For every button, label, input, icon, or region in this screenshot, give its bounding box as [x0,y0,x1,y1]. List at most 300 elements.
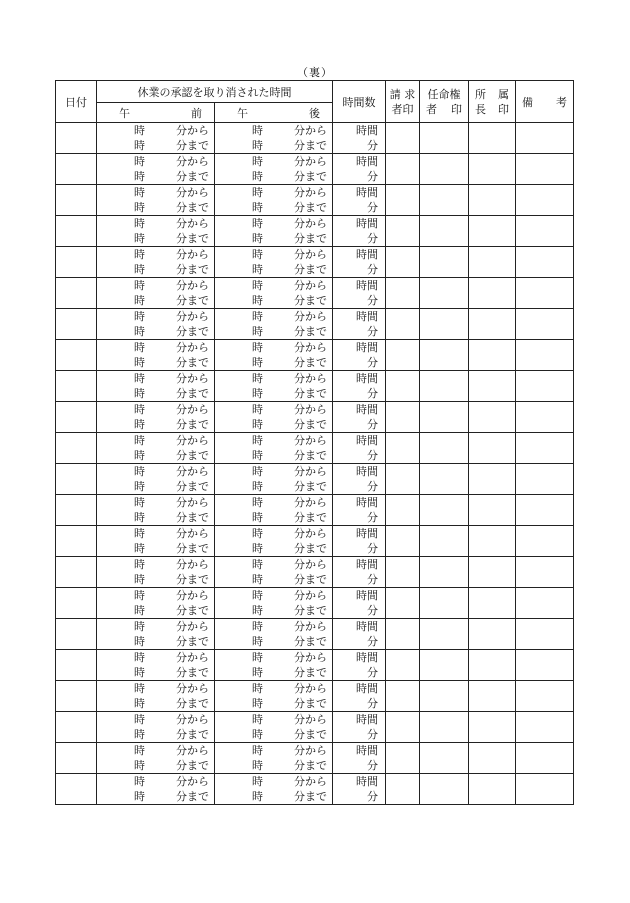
table-row [56,123,574,154]
am-time-cell[interactable] [97,278,215,309]
requester-seal-cell[interactable] [386,464,420,495]
hours-cell[interactable] [333,278,386,309]
hour-label: 時 [134,217,145,230]
appointer-seal-cell[interactable] [420,247,469,278]
pm-time-cell[interactable] [215,309,333,340]
am-time-cell[interactable] [97,619,215,650]
appointer-seal-cell[interactable] [420,588,469,619]
leave-cancellation-table [55,80,574,805]
pm-time-cell[interactable] [215,154,333,185]
notes-cell[interactable] [516,743,574,774]
dept-head-seal-cell[interactable] [469,743,516,774]
hours-cell[interactable] [333,526,386,557]
dept-head-seal-cell[interactable] [469,495,516,526]
dept-head-seal-cell[interactable] [469,123,516,154]
date-cell[interactable] [56,495,97,526]
dept-head-seal-cell[interactable] [469,185,516,216]
dept-head-seal-cell[interactable] [469,340,516,371]
date-cell[interactable] [56,154,97,185]
header-appointer-seal [420,81,469,123]
minutes-label: 分 [367,790,378,803]
dept-head-seal-cell[interactable] [469,371,516,402]
requester-seal-cell[interactable] [386,402,420,433]
appointer-seal-cell[interactable] [420,123,469,154]
appointer-seal-cell[interactable] [420,402,469,433]
requester-seal-cell[interactable] [386,123,420,154]
from-label: 分から [294,248,327,261]
until-label: 分まで [176,356,209,369]
pm-time-cell[interactable] [215,743,333,774]
hour-label: 時 [252,387,263,400]
requester-seal-cell[interactable] [386,743,420,774]
hour-label: 時 [252,744,263,757]
am-time-cell[interactable] [97,743,215,774]
date-cell[interactable] [56,650,97,681]
hour-label: 時 [252,217,263,230]
date-cell[interactable] [56,278,97,309]
pm-time-cell[interactable] [215,712,333,743]
am-time-cell[interactable] [97,774,215,805]
from-label: 分から [176,248,209,261]
header-hours-count: 時間数 [333,81,386,123]
pm-time-cell[interactable] [215,371,333,402]
from-label: 分から [294,124,327,137]
date-cell[interactable] [56,681,97,712]
date-cell[interactable] [56,433,97,464]
am-time-cell[interactable] [97,154,215,185]
appointer-seal-cell[interactable] [420,619,469,650]
pm-time-cell[interactable] [215,588,333,619]
notes-cell[interactable] [516,650,574,681]
until-label: 分まで [176,139,209,152]
date-cell[interactable] [56,774,97,805]
am-time-cell[interactable] [97,402,215,433]
am-time-cell[interactable] [97,309,215,340]
notes-cell[interactable] [516,774,574,805]
dept-head-seal-cell[interactable] [469,650,516,681]
appointer-seal-cell[interactable] [420,526,469,557]
am-time-cell[interactable] [97,557,215,588]
requester-seal-cell[interactable] [386,278,420,309]
notes-cell[interactable] [516,619,574,650]
notes-cell[interactable] [516,123,574,154]
table-row [56,774,574,805]
until-label: 分まで [176,635,209,648]
from-label: 分から [176,620,209,633]
am-time-cell[interactable] [97,433,215,464]
pm-time-cell[interactable] [215,650,333,681]
am-time-cell[interactable] [97,526,215,557]
hours-label: 時間 [356,682,378,695]
table-row [56,681,574,712]
table-row [56,495,574,526]
appointer-seal-cell[interactable] [420,712,469,743]
hours-cell[interactable] [333,433,386,464]
dept-head-seal-cell[interactable] [469,464,516,495]
appointer-seal-cell[interactable] [420,433,469,464]
until-label: 分まで [176,294,209,307]
from-label: 分から [294,775,327,788]
dept-head-seal-cell[interactable] [469,278,516,309]
hours-label: 時間 [356,217,378,230]
am-time-cell[interactable] [97,123,215,154]
from-label: 分から [176,403,209,416]
hours-label: 時間 [356,527,378,540]
pm-time-cell[interactable] [215,774,333,805]
from-label: 分から [294,434,327,447]
requester-seal-cell[interactable] [386,495,420,526]
dept-head-seal-cell[interactable] [469,309,516,340]
am-time-cell[interactable] [97,588,215,619]
table-row [56,557,574,588]
hours-cell[interactable] [333,154,386,185]
date-cell[interactable] [56,216,97,247]
hours-cell[interactable] [333,557,386,588]
dept-head-seal-cell[interactable] [469,619,516,650]
hours-cell[interactable] [333,185,386,216]
hours-cell[interactable] [333,216,386,247]
dept-head-seal-cell[interactable] [469,216,516,247]
table-body [56,123,574,805]
date-cell[interactable] [56,619,97,650]
dept-head-seal-cell[interactable] [469,681,516,712]
header-am-right: 前 [191,106,202,120]
hour-label: 時 [252,635,263,648]
hour-label: 時 [134,496,145,509]
appointer-seal-cell[interactable] [420,774,469,805]
notes-cell[interactable] [516,340,574,371]
minutes-label: 分 [367,387,378,400]
appointer-seal-cell[interactable] [420,743,469,774]
hour-label: 時 [134,155,145,168]
minutes-label: 分 [367,511,378,524]
minutes-label: 分 [367,449,378,462]
hours-cell[interactable] [333,371,386,402]
appointer-seal-cell[interactable] [420,650,469,681]
notes-cell[interactable] [516,433,574,464]
pm-time-cell[interactable] [215,278,333,309]
hour-label: 時 [134,573,145,586]
from-label: 分から [176,682,209,695]
hours-cell[interactable] [333,402,386,433]
until-label: 分まで [176,728,209,741]
am-time-cell[interactable] [97,495,215,526]
hour-label: 時 [134,325,145,338]
from-label: 分から [176,279,209,292]
until-label: 分まで [176,573,209,586]
appointer-seal-cell[interactable] [420,340,469,371]
pm-time-cell[interactable] [215,557,333,588]
pm-time-cell[interactable] [215,216,333,247]
pm-time-cell[interactable] [215,340,333,371]
from-label: 分から [176,341,209,354]
header-dept-head-line2 [469,102,515,117]
notes-cell[interactable] [516,681,574,712]
hour-label: 時 [134,697,145,710]
date-cell[interactable] [56,340,97,371]
am-time-cell[interactable] [97,681,215,712]
appointer-seal-cell[interactable] [420,371,469,402]
am-time-cell[interactable] [97,650,215,681]
requester-seal-cell[interactable] [386,154,420,185]
am-time-cell[interactable] [97,185,215,216]
pm-time-cell[interactable] [215,247,333,278]
hour-label: 時 [134,201,145,214]
appointer-seal-cell[interactable] [420,495,469,526]
until-label: 分まで [294,759,327,772]
hours-cell[interactable] [333,340,386,371]
hours-cell[interactable] [333,743,386,774]
from-label: 分から [176,217,209,230]
header-notes-a: 備 [522,95,533,109]
hours-cell[interactable] [333,464,386,495]
table-row [56,278,574,309]
dept-head-seal-cell[interactable] [469,712,516,743]
requester-seal-cell[interactable] [386,185,420,216]
notes-cell[interactable] [516,371,574,402]
notes-cell[interactable] [516,464,574,495]
until-label: 分まで [176,480,209,493]
notes-cell[interactable] [516,247,574,278]
until-label: 分まで [294,511,327,524]
minutes-label: 分 [367,325,378,338]
requester-seal-cell[interactable] [386,619,420,650]
hours-label: 時間 [356,651,378,664]
minutes-label: 分 [367,573,378,586]
dept-head-seal-cell[interactable] [469,433,516,464]
pm-time-cell[interactable] [215,402,333,433]
pm-time-cell[interactable] [215,123,333,154]
hour-label: 時 [134,620,145,633]
header-dept-head-line1 [469,87,515,102]
requester-seal-cell[interactable] [386,650,420,681]
requester-seal-cell[interactable] [386,247,420,278]
hours-cell[interactable] [333,123,386,154]
hour-label: 時 [134,635,145,648]
am-time-cell[interactable] [97,340,215,371]
hour-label: 時 [134,713,145,726]
date-cell[interactable] [56,123,97,154]
table-row [56,464,574,495]
from-label: 分から [294,372,327,385]
appointer-seal-cell[interactable] [420,216,469,247]
from-label: 分から [294,403,327,416]
dept-head-seal-cell[interactable] [469,154,516,185]
minutes-label: 分 [367,759,378,772]
dept-head-seal-cell[interactable] [469,774,516,805]
am-time-cell[interactable] [97,712,215,743]
minutes-label: 分 [367,294,378,307]
notes-cell[interactable] [516,185,574,216]
date-cell[interactable] [56,712,97,743]
hour-label: 時 [252,449,263,462]
notes-cell[interactable] [516,278,574,309]
minutes-label: 分 [367,356,378,369]
hour-label: 時 [134,341,145,354]
hours-cell[interactable] [333,309,386,340]
hour-label: 時 [134,511,145,524]
hours-cell[interactable] [333,619,386,650]
until-label: 分まで [176,263,209,276]
hours-label: 時間 [356,713,378,726]
date-cell[interactable] [56,557,97,588]
requester-seal-cell[interactable] [386,340,420,371]
am-time-cell[interactable] [97,371,215,402]
hour-label: 時 [252,465,263,478]
hour-label: 時 [134,232,145,245]
hours-cell[interactable] [333,588,386,619]
from-label: 分から [294,651,327,664]
date-cell[interactable] [56,402,97,433]
requester-seal-cell[interactable] [386,216,420,247]
hours-label: 時間 [356,589,378,602]
am-time-cell[interactable] [97,464,215,495]
minutes-label: 分 [367,542,378,555]
hours-label: 時間 [356,403,378,416]
date-cell[interactable] [56,247,97,278]
pm-time-cell[interactable] [215,185,333,216]
hour-label: 時 [134,124,145,137]
header-appointer-seal-line1: 任命権 [427,87,461,101]
date-cell[interactable] [56,526,97,557]
hours-label: 時間 [356,186,378,199]
hours-cell[interactable] [333,247,386,278]
hour-label: 時 [252,620,263,633]
table-row [56,371,574,402]
page-title: （裏） [297,66,333,79]
requester-seal-cell[interactable] [386,712,420,743]
hours-label: 時間 [356,620,378,633]
minutes-label: 分 [367,666,378,679]
hour-label: 時 [252,201,263,214]
hours-cell[interactable] [333,712,386,743]
notes-cell[interactable] [516,712,574,743]
notes-cell[interactable] [516,216,574,247]
from-label: 分から [176,186,209,199]
date-cell[interactable] [56,588,97,619]
appointer-seal-cell[interactable] [420,681,469,712]
hours-cell[interactable] [333,774,386,805]
date-cell[interactable] [56,743,97,774]
hour-label: 時 [252,232,263,245]
appointer-seal-cell[interactable] [420,154,469,185]
hours-cell[interactable] [333,495,386,526]
am-time-cell[interactable] [97,247,215,278]
requester-seal-cell[interactable] [386,433,420,464]
pm-time-cell[interactable] [215,495,333,526]
appointer-seal-cell[interactable] [420,185,469,216]
dept-head-seal-cell[interactable] [469,247,516,278]
appointer-seal-cell[interactable] [420,309,469,340]
date-cell[interactable] [56,185,97,216]
pm-time-cell[interactable] [215,433,333,464]
until-label: 分まで [294,635,327,648]
until-label: 分まで [294,387,327,400]
from-label: 分から [176,496,209,509]
header-notes [516,81,574,123]
from-label: 分から [294,527,327,540]
hours-cell[interactable] [333,681,386,712]
requester-seal-cell[interactable] [386,774,420,805]
dept-head-seal-cell[interactable] [469,402,516,433]
pm-time-cell[interactable] [215,681,333,712]
appointer-seal-cell[interactable] [420,278,469,309]
hours-label: 時間 [356,248,378,261]
notes-cell[interactable] [516,309,574,340]
until-label: 分まで [176,232,209,245]
from-label: 分から [294,341,327,354]
date-cell[interactable] [56,464,97,495]
hours-label: 時間 [356,465,378,478]
until-label: 分まで [176,170,209,183]
date-cell[interactable] [56,309,97,340]
dept-head-seal-cell[interactable] [469,526,516,557]
until-label: 分まで [176,418,209,431]
hour-label: 時 [134,294,145,307]
notes-cell[interactable] [516,588,574,619]
header-appointer-seal-line2a: 者 [426,102,437,116]
header-am-left: 午 [119,106,130,120]
requester-seal-cell[interactable] [386,681,420,712]
requester-seal-cell[interactable] [386,588,420,619]
date-cell[interactable] [56,371,97,402]
notes-cell[interactable] [516,557,574,588]
pm-time-cell[interactable] [215,464,333,495]
pm-time-cell[interactable] [215,526,333,557]
dept-head-seal-cell[interactable] [469,557,516,588]
dept-head-seal-cell[interactable] [469,588,516,619]
appointer-seal-cell[interactable] [420,464,469,495]
notes-cell[interactable] [516,154,574,185]
hour-label: 時 [252,542,263,555]
header-dept-head-line2b: 印 [498,102,509,116]
notes-cell[interactable] [516,402,574,433]
header-notes-text [516,94,573,110]
header-dept-head-line2a: 長 [475,102,486,116]
from-label: 分から [176,744,209,757]
requester-seal-cell[interactable] [386,526,420,557]
from-label: 分から [294,310,327,323]
until-label: 分まで [176,604,209,617]
from-label: 分から [294,465,327,478]
appointer-seal-cell[interactable] [420,557,469,588]
hour-label: 時 [252,697,263,710]
hour-label: 時 [134,651,145,664]
from-label: 分から [294,186,327,199]
requester-seal-cell[interactable] [386,309,420,340]
requester-seal-cell[interactable] [386,557,420,588]
pm-time-cell[interactable] [215,619,333,650]
notes-cell[interactable] [516,495,574,526]
header-requester-seal-line2: 者印 [391,102,414,116]
hour-label: 時 [134,775,145,788]
table-row [56,743,574,774]
until-label: 分まで [294,139,327,152]
hours-label: 時間 [356,279,378,292]
am-time-cell[interactable] [97,216,215,247]
requester-seal-cell[interactable] [386,371,420,402]
hour-label: 時 [252,511,263,524]
header-pm-right: 後 [309,106,320,120]
minutes-label: 分 [367,728,378,741]
hours-cell[interactable] [333,650,386,681]
hour-label: 時 [252,573,263,586]
hours-label: 時間 [356,341,378,354]
from-label: 分から [294,744,327,757]
hour-label: 時 [134,744,145,757]
until-label: 分まで [294,697,327,710]
notes-cell[interactable] [516,526,574,557]
